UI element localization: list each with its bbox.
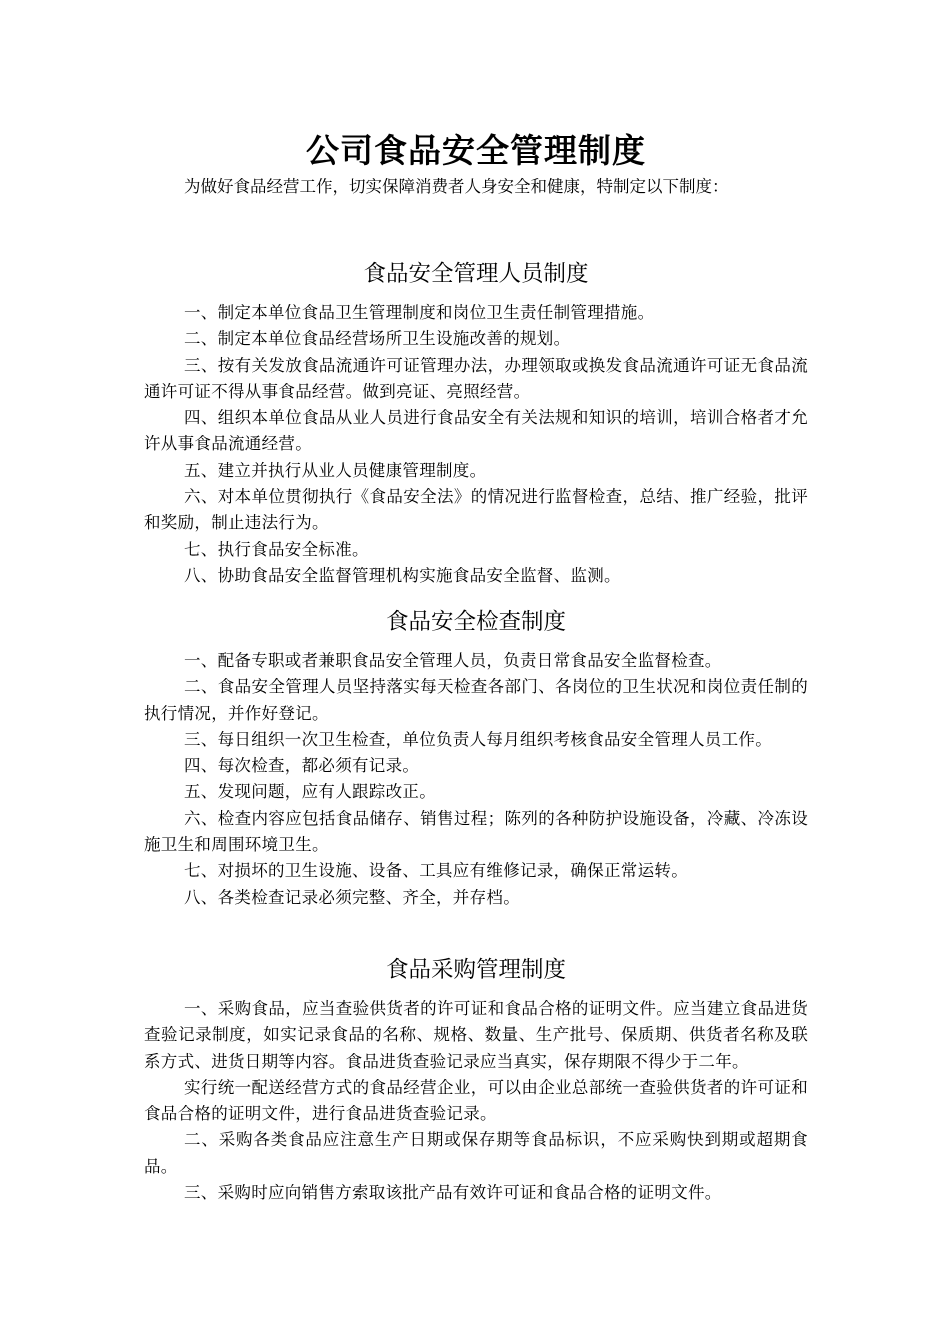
section-items <box>144 648 808 911</box>
section-inspection <box>144 604 808 911</box>
list-item: 五、发现问题，应有人跟踪改正。 <box>184 782 436 802</box>
document-title: 公司食品安全管理制度 <box>306 131 646 170</box>
list-item: 六、对本单位贯彻执行《食品安全法》的情况进行监督检查，总结、推广经验，批评和奖励，制止违法行为。 <box>144 487 808 533</box>
section-procurement <box>144 952 808 1206</box>
section-heading: 食品安全检查制度 <box>385 609 566 635</box>
list-item: 八、协助食品安全监督管理机构实施食品安全监督、监测。 <box>184 565 621 585</box>
list-item: 二、制定本单位食品经营场所卫生设施改善的规划。 <box>184 329 571 349</box>
list-item: 五、建立并执行从业人员健康管理制度。 <box>184 460 487 480</box>
section-items <box>144 300 808 589</box>
list-item: 六、检查内容应包括食品储存、销售过程；陈列的各种防护设施设备，冷藏、冷冻设施卫生和周围环境卫生。 <box>144 808 808 855</box>
list-item: 三、每日组织一次卫生检查，单位负责人每月组织考核食品安全管理人员工作。 <box>184 729 772 749</box>
list-item: 三、采购时应向销售方索取该批产品有效许可证和食品合格的证明文件。 <box>184 1183 722 1203</box>
list-item: 三、按有关发放食品流通许可证管理办法，办理领取或换发食品流通许可证无食品流通许可证不得从事食品经营。做到亮证、亮照经营。 <box>144 355 808 401</box>
list-item: 一、采购食品，应当查验供货者的许可证和食品合格的证明文件。应当建立食品进货查验记录制度，如实记录食品的名称、规格、数量、生产批号、保质期、供货者名称及联系方式、进货日期等内容。食品进货查验记录应当真实，保存期限不得少于二年。 <box>144 999 808 1071</box>
section-personnel <box>144 256 808 589</box>
section-heading: 食品安全管理人员制度 <box>363 261 589 287</box>
list-item: 实行统一配送经营方式的食品经营企业，可以由企业总部统一查验供货者的许可证和食品合格的证明文件，进行食品进货查验记录。 <box>144 1077 808 1124</box>
section-items <box>144 996 808 1206</box>
list-item: 八、各类检查记录必须完整、齐全，并存档。 <box>184 887 520 907</box>
list-item: 七、执行食品安全标准。 <box>184 539 369 559</box>
list-item: 四、组织本单位食品从业人员进行食品安全有关法规和知识的培训，培训合格者才允许从事食品流通经营。 <box>144 408 808 454</box>
section-heading: 食品采购管理制度 <box>385 957 566 983</box>
list-item: 七、对损坏的卫生设施、设备、工具应有维修记录，确保正常运转。 <box>184 861 688 881</box>
list-item: 二、食品安全管理人员坚持落实每天检查各部门、各岗位的卫生状况和岗位责任制的执行情况，并作好登记。 <box>144 677 808 723</box>
list-item: 二、采购各类食品应注意生产日期或保存期等食品标识，不应采购快到期或超期食品。 <box>144 1130 808 1176</box>
list-item: 一、制定本单位食品卫生管理制度和岗位卫生责任制管理措施。 <box>184 303 655 322</box>
list-item: 一、配备专职或者兼职食品安全管理人员，负责日常食品安全监督检查。 <box>184 651 722 670</box>
list-item: 四、每次检查，都必须有记录。 <box>184 756 420 776</box>
document-intro: 为做好食品经营工作，切实保障消费者人身安全和健康，特制定以下制度： <box>184 177 729 196</box>
